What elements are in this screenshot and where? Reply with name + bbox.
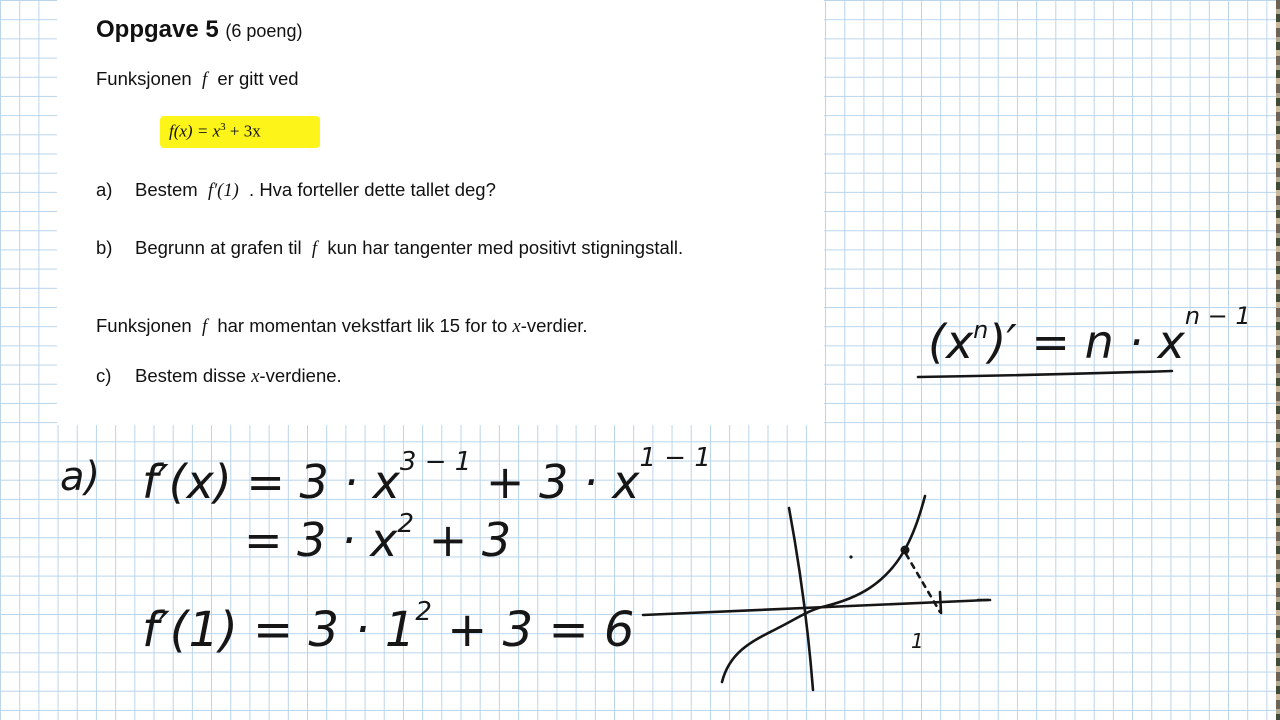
formula-lhs: f(x) = x — [169, 121, 221, 141]
graph-point — [901, 546, 910, 555]
function-symbol: f — [201, 70, 208, 90]
part-c-text-after: -verdiene. — [259, 365, 342, 386]
formula-exponent: 3 — [220, 121, 226, 133]
intro-text-after: er gitt ved — [217, 68, 299, 89]
power-rule: $(x^n)' = n \cdot x^{n - 1}$ — [928, 302, 1251, 369]
part-b-text-before: Begrunn at grafen til — [135, 237, 302, 258]
derivative-line-2: = $3 \cdot x^2 + 3$ — [244, 509, 512, 567]
power-rule-underline — [918, 371, 1172, 377]
part-a-label: a) — [96, 179, 113, 200]
part-b-text-after: kun har tangenter med positivt stigningstall. — [327, 237, 684, 258]
rate-text-before: Funksjonen — [96, 315, 192, 336]
part-c-x-symbol: x — [251, 367, 260, 387]
rate-text-after: -verdier. — [520, 315, 588, 336]
rate-x-symbol: x — [512, 317, 521, 337]
graph-tick-label: 1 — [911, 629, 924, 653]
graph-x-axis — [643, 600, 988, 615]
part-a-text-before: Bestem — [135, 179, 198, 200]
part-a-text-after: . Hva forteller dette tallet deg? — [249, 179, 496, 200]
graph-tick — [940, 592, 941, 613]
formula-rhs: + 3x — [225, 121, 261, 141]
derivative-at-one: $f'(1) = 3 \cdot 1^2 + 3 = 6$ — [142, 597, 635, 658]
right-edge-strip — [1276, 0, 1280, 720]
graph-stray-dot — [849, 555, 852, 558]
answer-a-label: a) — [60, 454, 101, 500]
part-b-function-symbol: f — [311, 239, 318, 259]
rate-function-symbol: f — [201, 317, 208, 337]
intro-text-before: Funksjonen — [96, 68, 192, 89]
part-b-label: b) — [96, 237, 113, 258]
part-c-text-before: Bestem disse — [135, 365, 247, 386]
rate-text-middle: har momentan vekstfart lik 15 for to — [217, 315, 508, 336]
graph-sketch — [643, 496, 990, 690]
task-points: (6 poeng) — [225, 21, 303, 41]
derivative-line-1: $f'(x) = 3 \cdot x^{3 - 1} + 3 \cdot x^{1 - 1}$ — [142, 443, 711, 509]
graph-curve — [722, 496, 925, 682]
graph-y-axis — [789, 508, 813, 690]
part-c-label: c) — [96, 365, 112, 386]
task-title: Oppgave 5 — [96, 16, 219, 43]
part-a-derivative: f′(1) — [208, 181, 239, 201]
